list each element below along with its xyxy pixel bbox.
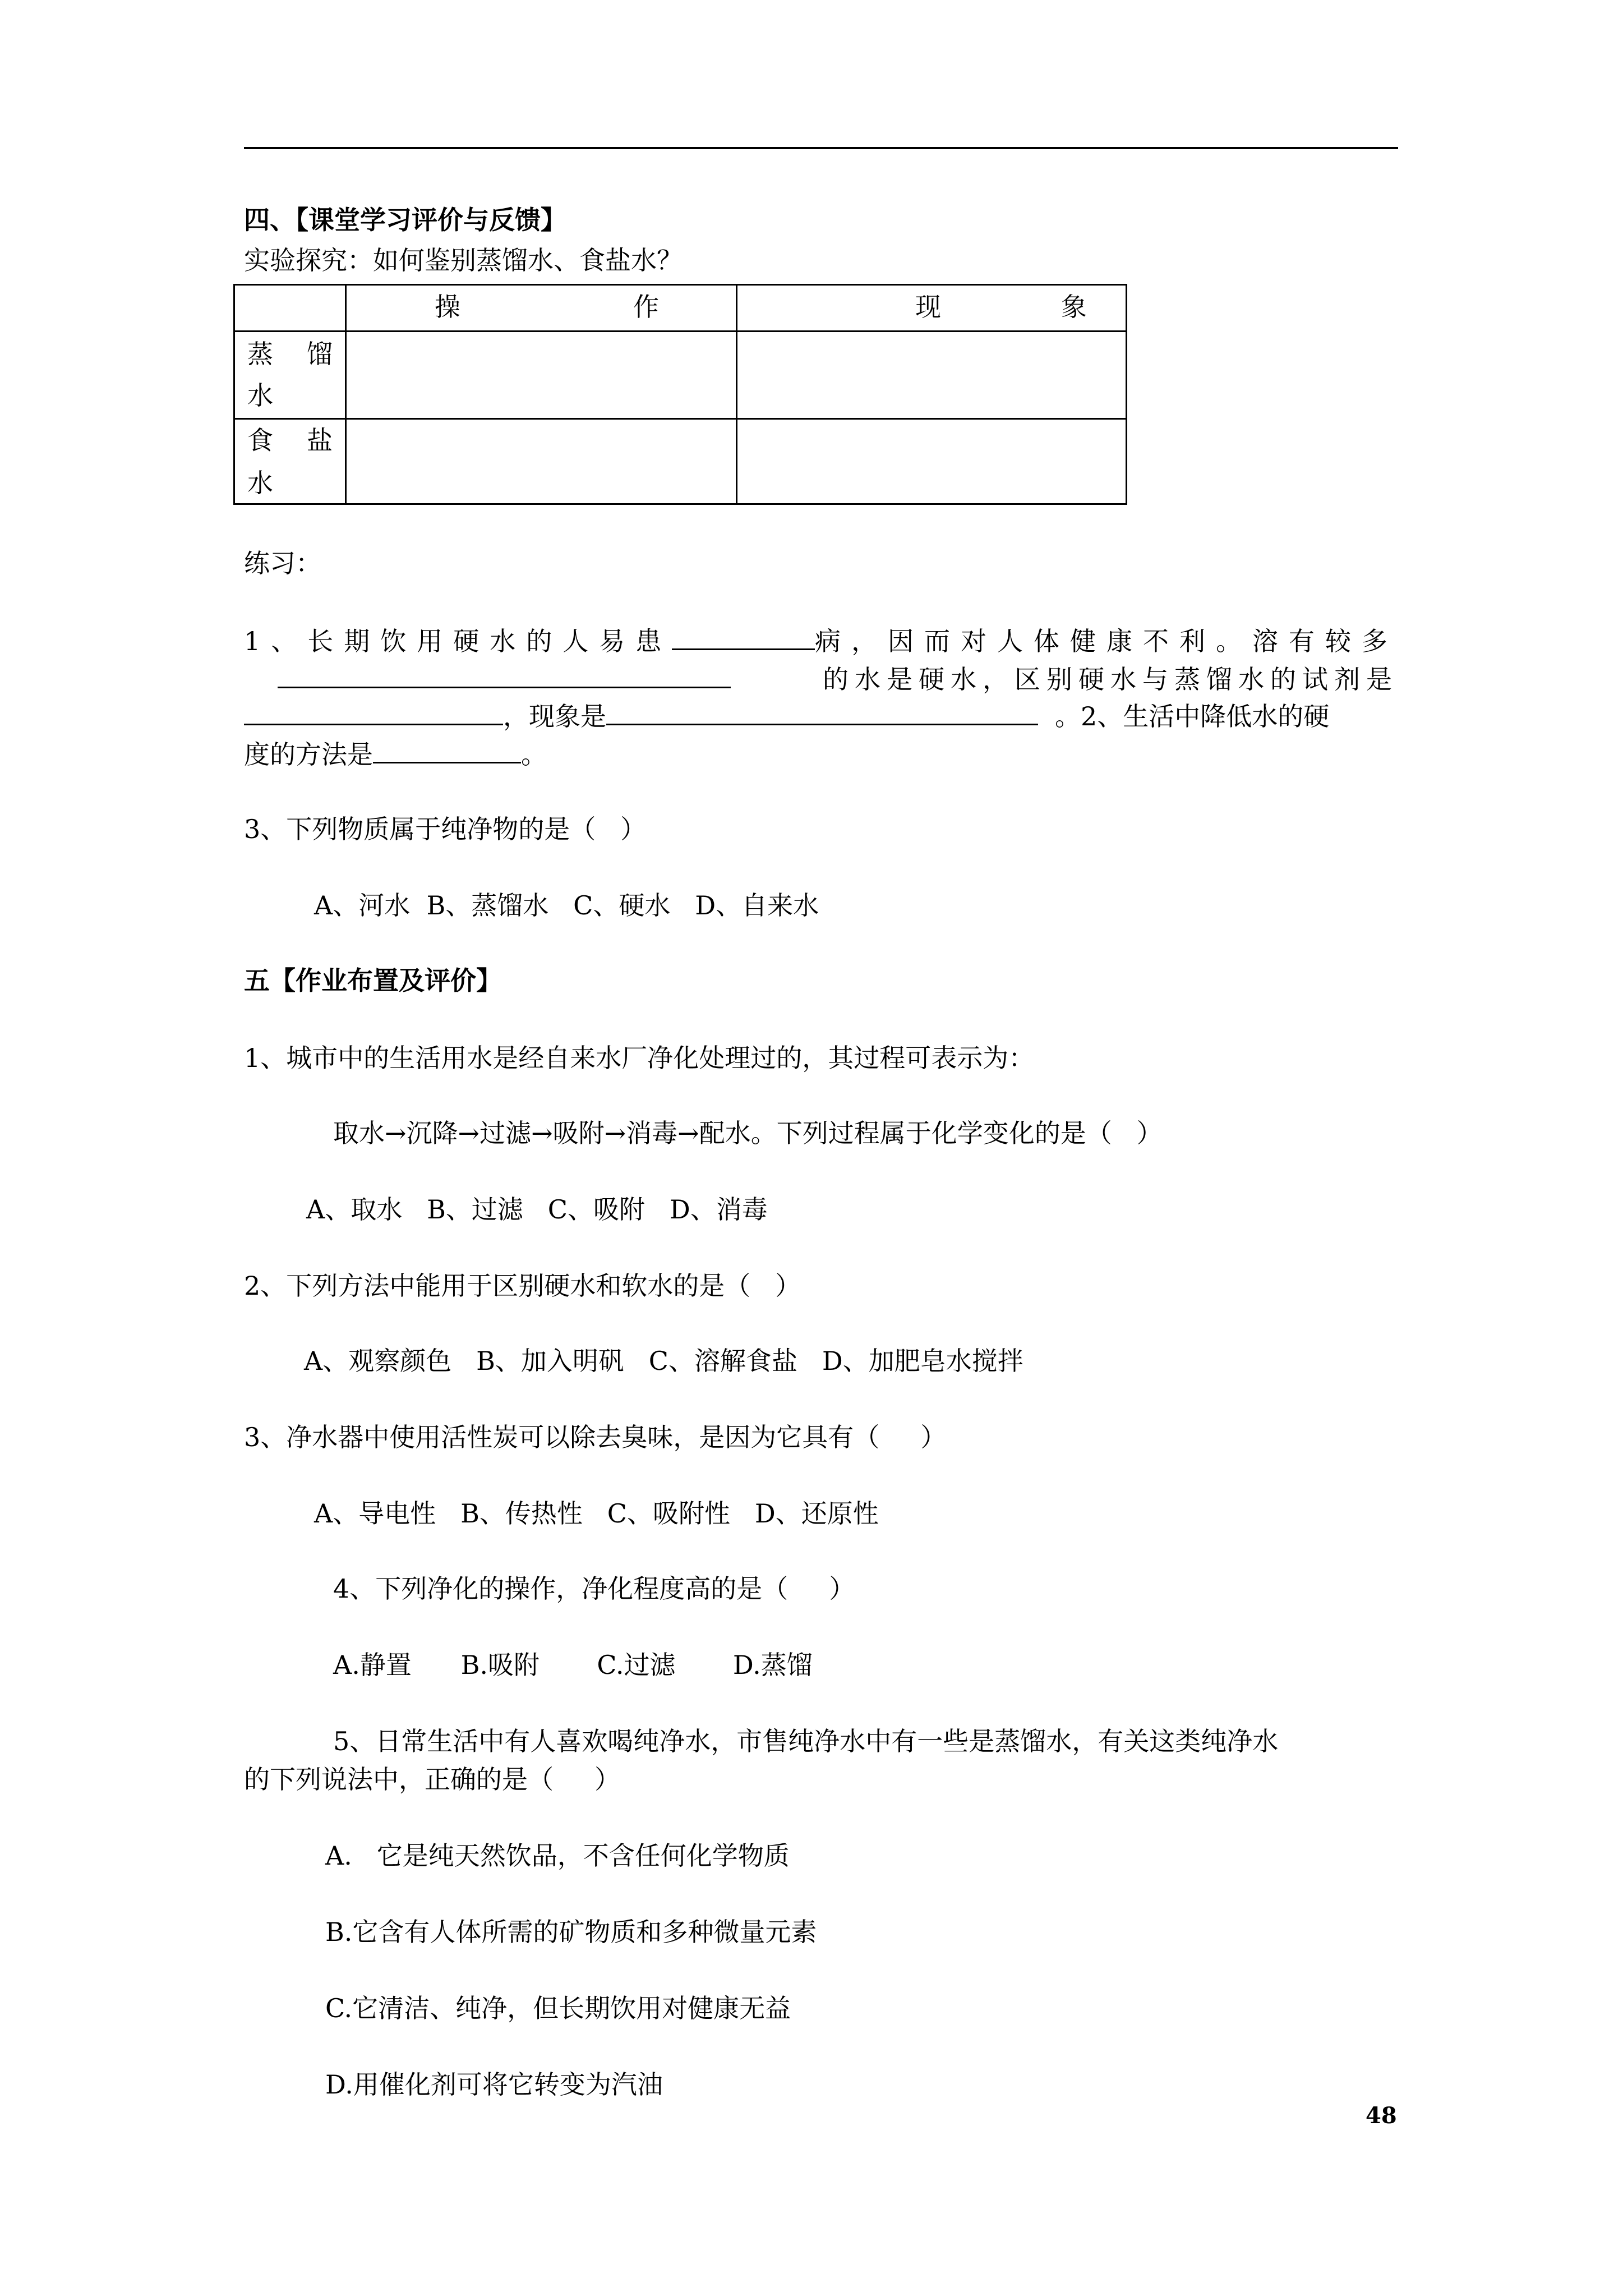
hw-q3-options: A、导电性 B、传热性 C、吸附性 D、还原性 bbox=[314, 1498, 879, 1529]
table-col-divider bbox=[736, 286, 737, 503]
hw-q5-option-d: D.用催化剂可将它转变为汽油 bbox=[325, 2069, 663, 2100]
row-label-distilled-water-line2: 水 bbox=[247, 380, 273, 411]
experiment-table bbox=[233, 284, 1127, 505]
fill-blank[interactable] bbox=[244, 699, 503, 725]
table-col-divider bbox=[345, 286, 347, 503]
hw-q5-line1: 5、日常生活中有人喜欢喝纯净水，市售纯净水中有一些是蒸馏水，有关这类纯净水 bbox=[333, 1726, 1279, 1756]
hw-q4-options: A.静置 B.吸附 C.过滤 D.蒸馏 bbox=[333, 1650, 813, 1680]
practice-q1-line4: 度的方法是 。 bbox=[244, 737, 547, 771]
row-label-salt-water-line2: 水 bbox=[247, 468, 273, 498]
table-row-divider bbox=[235, 418, 1126, 420]
table-header-phenomenon: 现 象 bbox=[915, 292, 1087, 322]
table-row-divider bbox=[235, 330, 1126, 332]
fill-blank[interactable] bbox=[278, 662, 731, 688]
practice-q1-line3: ，现象是 。2、生活中降低水的硬 bbox=[244, 699, 1398, 733]
hw-q2: 2、下列方法中能用于区别硬水和软水的是（ ） bbox=[244, 1271, 801, 1301]
practice-q3: 3、下列物质属于纯净物的是（ ） bbox=[244, 814, 647, 844]
hw-q4: 4、下列净化的操作，净化程度高的是（ ） bbox=[333, 1573, 855, 1604]
hw-q1-process: 取水→沉降→过滤→吸附→消毒→配水。下列过程属于化学变化的是（ ） bbox=[333, 1118, 1163, 1148]
hw-q3: 3、净水器中使用活性炭可以除去臭味，是因为它具有（ ） bbox=[244, 1422, 947, 1452]
practice-label: 练习： bbox=[244, 548, 321, 578]
hw-q5-line2: 的下列说法中，正确的是（ ） bbox=[244, 1764, 621, 1795]
hw-q5-option-c: C.它清洁、纯净，但长期饮用对健康无益 bbox=[325, 1993, 791, 2023]
practice-q1-line2: 的水是硬水，区别硬水与蒸馏水的试剂是 bbox=[244, 662, 1398, 696]
practice-q3-options: A、河水 B、蒸馏水 C、硬水 D、自来水 bbox=[314, 890, 819, 921]
header-rule bbox=[244, 147, 1398, 149]
hw-q2-options: A、观察颜色 B、加入明矾 C、溶解食盐 D、加肥皂水搅拌 bbox=[304, 1346, 1023, 1376]
hw-q1-options: A、取水 B、过滤 C、吸附 D、消毒 bbox=[306, 1194, 768, 1225]
row-label-salt-water: 食 盐 bbox=[247, 425, 333, 455]
fill-blank[interactable] bbox=[373, 737, 521, 763]
fill-blank[interactable] bbox=[672, 624, 815, 650]
fill-blank[interactable] bbox=[606, 699, 1038, 725]
hw-q5-option-a: A. 它是纯天然饮品，不含任何化学物质 bbox=[325, 1841, 790, 1871]
hw-q1: 1、城市中的生活用水是经自来水厂净化处理过的，其过程可表示为： bbox=[244, 1043, 1035, 1073]
section5-heading: 五【作业布置及评价】 bbox=[244, 965, 502, 996]
page-number: 48 bbox=[1366, 2102, 1397, 2129]
experiment-question: 实验探究：如何鉴别蒸馏水、食盐水？ bbox=[244, 245, 683, 275]
row-label-distilled-water: 蒸 馏 bbox=[247, 339, 333, 369]
practice-q1-line1: 1、长期饮用硬水的人易患 病，因而对人体健康不利。溶有较多 bbox=[244, 624, 1398, 658]
section4-heading: 四、【课堂学习评价与反馈】 bbox=[244, 205, 566, 235]
table-header-operation: 操 作 bbox=[435, 292, 659, 322]
hw-q5-option-b: B.它含有人体所需的矿物质和多种微量元素 bbox=[325, 1917, 817, 1947]
